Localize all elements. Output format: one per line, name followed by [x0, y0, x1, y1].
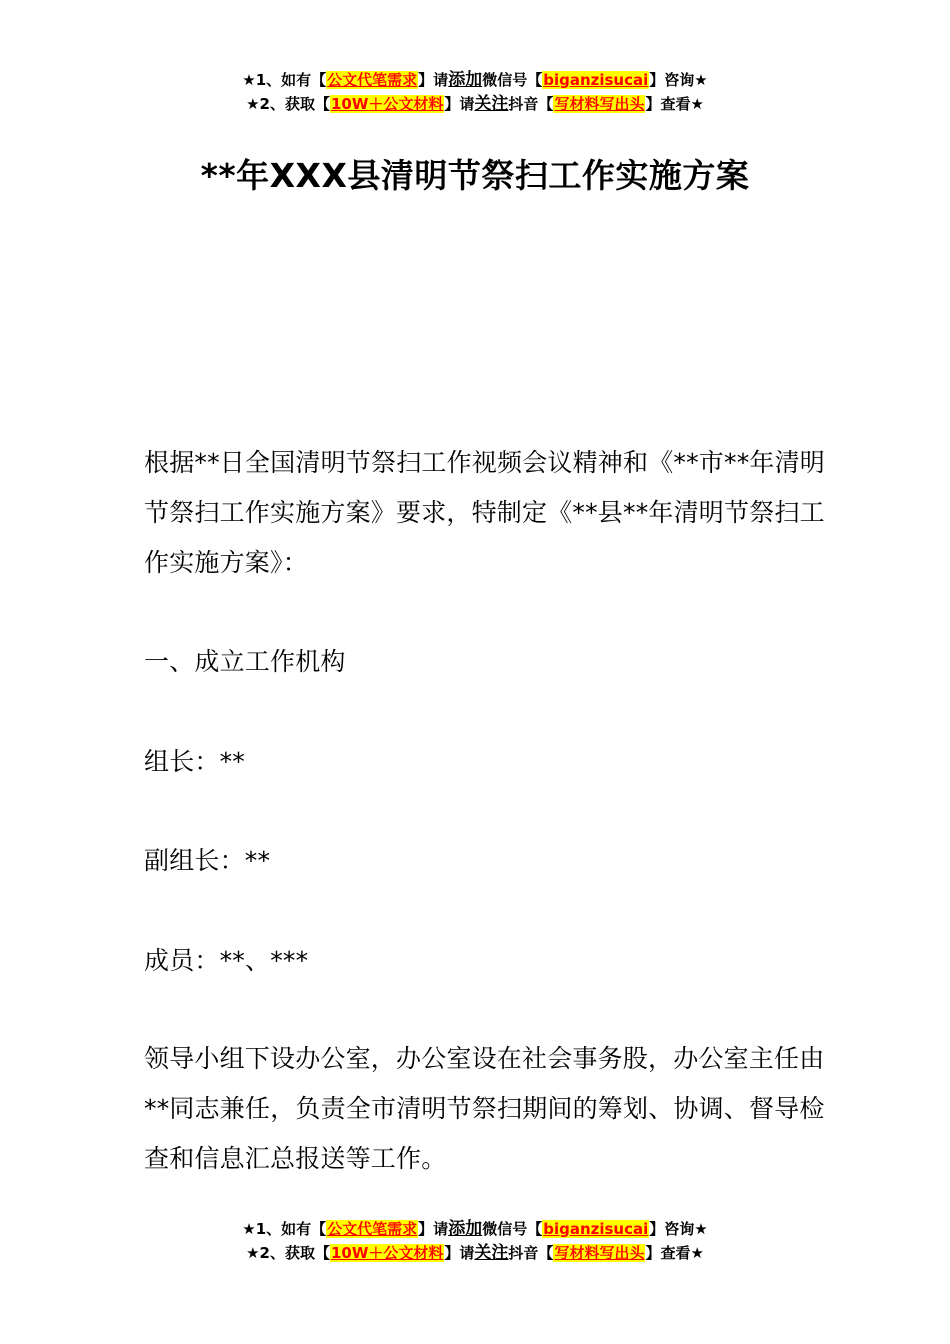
office-paragraph: 领导小组下设办公室，办公室设在社会事务股，办公室主任由**同志兼任，负责全市清明节祭扫期间的筹划、协调、督导检查和信息汇总报送等工作。	[144, 1044, 825, 1173]
banner-text: ★1、如有【	[242, 71, 327, 89]
document-title: **年XXX县清明节祭扫工作实施方案	[200, 156, 750, 195]
section-heading: 一、成立工作机构	[144, 647, 346, 676]
banner-text: 】请	[418, 71, 449, 89]
banner-emphasis: 关注	[474, 94, 509, 114]
members-line: 成员：**、***	[144, 946, 309, 975]
banner-text: ★1、如有【	[242, 1220, 327, 1238]
banner-douyin-id: 写材料写出头	[554, 1244, 645, 1262]
banner-text: 抖音【	[508, 1244, 554, 1262]
banner-text: 】请	[444, 95, 475, 113]
banner-text: 抖音【	[508, 95, 554, 113]
banner-line-2	[0, 92, 950, 116]
intro-paragraph: 根据**日全国清明节祭扫工作视频会议精神和《**市**年清明节祭扫工作实施方案》要求，特制定《**县**年清明节祭扫工作实施方案》：	[144, 448, 826, 577]
banner-wechat-id: biganzisucai	[543, 71, 649, 89]
top-banner	[0, 68, 950, 116]
banner-text: 】查看★	[645, 95, 704, 113]
banner-text: 】咨询★	[649, 1220, 708, 1238]
banner-emphasis: 关注	[474, 1243, 509, 1263]
banner-text: ★2、获取【	[246, 95, 330, 113]
banner-text: 】咨询★	[649, 71, 708, 89]
deputy-leader-line: 副组长：**	[144, 846, 271, 875]
banner-line-1	[0, 68, 950, 92]
banner-text: 】请	[418, 1220, 449, 1238]
banner-highlight: 公文代笔需求	[327, 1220, 418, 1238]
banner-text: 】查看★	[645, 1244, 704, 1262]
bottom-banner	[0, 1217, 950, 1265]
banner-emphasis: 添加	[448, 1219, 483, 1239]
leader-line: 组长：**	[144, 747, 246, 776]
banner-line-1	[0, 1217, 950, 1241]
banner-emphasis: 添加	[448, 70, 483, 90]
banner-text: 】请	[444, 1244, 475, 1262]
banner-highlight: 公文代笔需求	[327, 71, 418, 89]
banner-highlight: 10W＋公文材料	[330, 95, 444, 113]
banner-douyin-id: 写材料写出头	[554, 95, 645, 113]
banner-highlight: 10W＋公文材料	[330, 1244, 444, 1262]
banner-line-2	[0, 1241, 950, 1265]
banner-text: ★2、获取【	[246, 1244, 330, 1262]
banner-wechat-id: biganzisucai	[543, 1220, 649, 1238]
banner-text: 微信号【	[482, 1220, 543, 1238]
banner-text: 微信号【	[482, 71, 543, 89]
